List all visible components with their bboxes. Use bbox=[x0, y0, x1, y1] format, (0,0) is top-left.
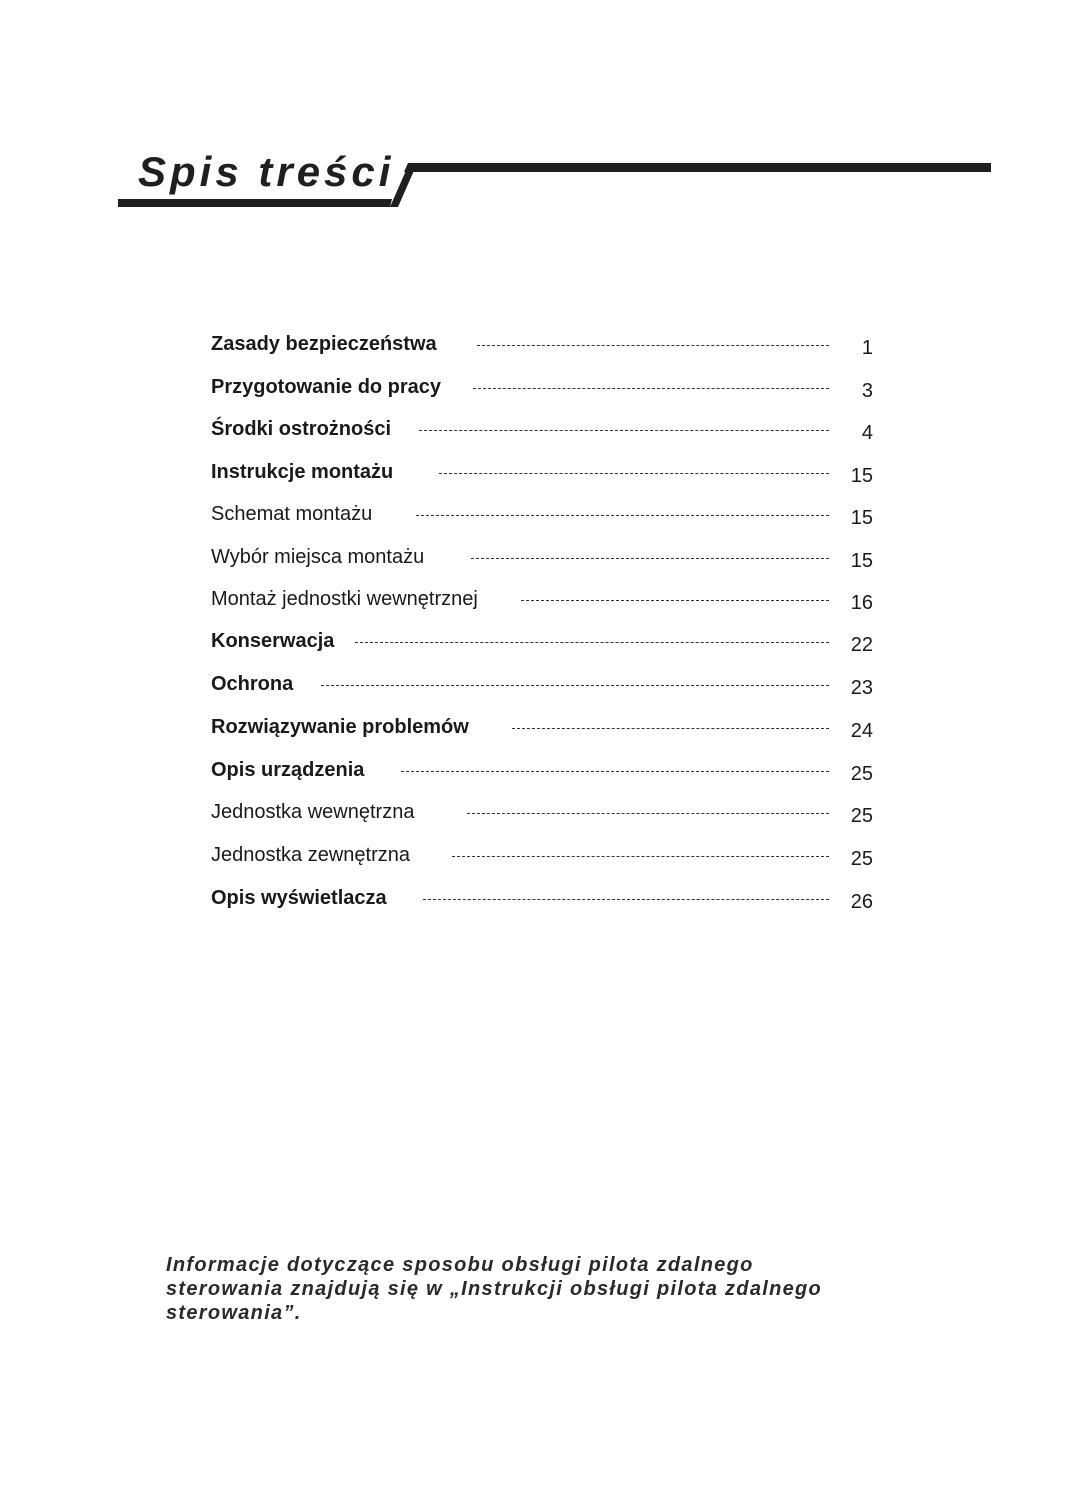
toc-entry[interactable] bbox=[211, 539, 883, 575]
toc-dot-leader bbox=[471, 558, 829, 559]
toc-entry-title: Przygotowanie do pracy bbox=[211, 376, 442, 398]
toc-entry-title: Opis urządzenia bbox=[211, 759, 365, 781]
toc-dot-leader bbox=[423, 899, 829, 900]
toc-dot-leader bbox=[473, 388, 829, 389]
remote-control-note-line: Informacje dotyczące sposobu obsługi pilota zdalnego bbox=[166, 1254, 754, 1276]
toc-entry-page: 23 bbox=[850, 677, 873, 699]
page-title: Spis treści bbox=[138, 148, 395, 195]
toc-entry-title: Schemat montażu bbox=[211, 503, 373, 525]
toc-entry[interactable] bbox=[211, 369, 883, 405]
toc-dot-leader bbox=[452, 856, 829, 857]
toc-entry-title: Ochrona bbox=[211, 673, 294, 695]
toc-dot-leader bbox=[439, 473, 829, 474]
toc-entry-title: Jednostka wewnętrzna bbox=[211, 801, 415, 823]
toc-dot-leader bbox=[416, 515, 829, 516]
page-header bbox=[0, 0, 1083, 230]
toc-entry-title: Jednostka zewnętrzna bbox=[211, 844, 411, 866]
toc-entry-page: 25 bbox=[850, 805, 873, 827]
toc-entry-title: Środki ostrożności bbox=[211, 418, 392, 440]
remote-control-note-line: sterowania znajdują się w „Instrukcji obsługi pilota zdalnego bbox=[166, 1278, 823, 1300]
toc-entry[interactable] bbox=[211, 880, 883, 916]
toc-entry-page: 25 bbox=[850, 848, 873, 870]
toc-entry[interactable] bbox=[211, 454, 883, 490]
remote-control-note-line: sterowania”. bbox=[166, 1302, 302, 1324]
toc-dot-leader bbox=[401, 771, 829, 772]
toc-entry-title: Montaż jednostki wewnętrznej bbox=[211, 588, 478, 610]
toc-entry[interactable] bbox=[211, 752, 883, 788]
title-overline-right bbox=[404, 163, 991, 172]
toc-entry-page: 4 bbox=[861, 422, 873, 444]
toc-entry[interactable] bbox=[211, 581, 883, 617]
toc-dot-leader bbox=[419, 430, 829, 431]
toc-entry-title: Instrukcje montażu bbox=[211, 461, 394, 483]
toc-entry-page: 22 bbox=[850, 634, 873, 656]
toc-entry[interactable] bbox=[211, 623, 883, 659]
toc-entry-page: 26 bbox=[850, 891, 873, 913]
toc-entry-page: 25 bbox=[850, 763, 873, 785]
toc-entry[interactable] bbox=[211, 709, 883, 745]
toc-dot-leader bbox=[355, 642, 829, 643]
toc-entry-title: Opis wyświetlacza bbox=[211, 887, 387, 909]
toc-entry-page: 24 bbox=[850, 720, 873, 742]
toc-entry-title: Konserwacja bbox=[211, 630, 335, 652]
toc-entry[interactable] bbox=[211, 496, 883, 532]
title-underline-left bbox=[118, 199, 392, 207]
toc-entry-page: 15 bbox=[850, 465, 873, 487]
toc-dot-leader bbox=[521, 600, 829, 601]
toc-entry[interactable] bbox=[211, 326, 883, 362]
toc-dot-leader bbox=[321, 685, 829, 686]
toc-entry[interactable] bbox=[211, 411, 883, 447]
toc-entry[interactable] bbox=[211, 837, 883, 873]
toc-dot-leader bbox=[467, 813, 829, 814]
toc-entry-page: 15 bbox=[850, 550, 873, 572]
toc-dot-leader bbox=[477, 345, 829, 346]
toc-entry-page: 15 bbox=[850, 507, 873, 529]
toc-entry-page: 1 bbox=[861, 337, 873, 359]
toc-entry-page: 16 bbox=[850, 592, 873, 614]
toc-entry-page: 3 bbox=[861, 380, 873, 402]
remote-control-note bbox=[166, 1253, 886, 1325]
toc-entry[interactable] bbox=[211, 666, 883, 702]
toc-entry-title: Zasady bezpieczeństwa bbox=[211, 333, 437, 355]
toc-entry-title: Rozwiązywanie problemów bbox=[211, 716, 469, 738]
toc-dot-leader bbox=[512, 728, 829, 729]
toc-entry[interactable] bbox=[211, 794, 883, 830]
toc-entry-title: Wybór miejsca montażu bbox=[211, 546, 425, 568]
